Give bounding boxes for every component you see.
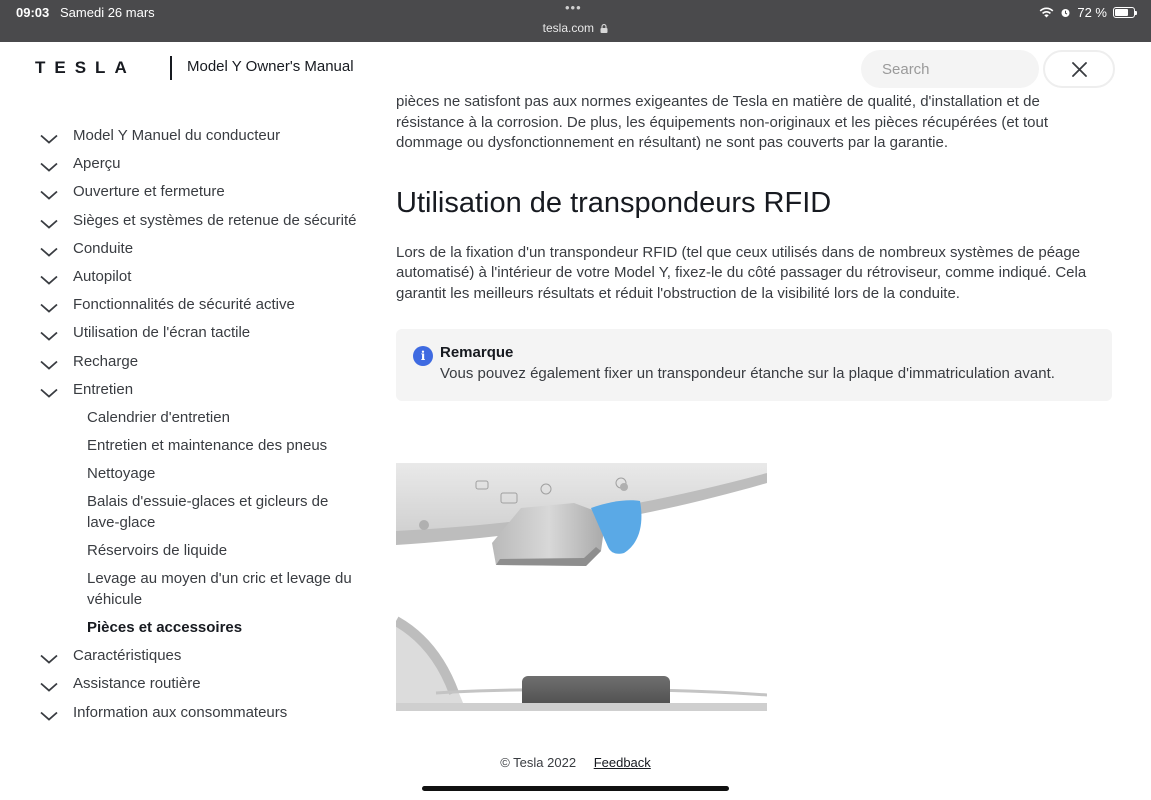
mirror-illustration-svg — [396, 463, 767, 711]
sidebar-item-label: Information aux consommateurs — [73, 703, 288, 721]
sidebar-item-ouverture[interactable] — [40, 182, 360, 203]
chevron-down-icon — [40, 678, 58, 699]
sidebar-nav — [40, 126, 360, 731]
sidebar-item-label: Model Y Manuel du conducteur — [73, 127, 281, 144]
sidebar-item-consommateurs[interactable] — [40, 703, 360, 724]
sidebar-subitem-pieces-active[interactable]: Pièces et accessoires — [87, 619, 243, 636]
status-date: Samedi 26 mars — [60, 5, 155, 20]
status-right-group — [1039, 5, 1135, 20]
tab-overview-dots-icon[interactable]: ••• — [565, 0, 582, 15]
sidebar-subitem-essuie-glaces[interactable]: Balais d'essuie-glaces et gicleurs de lave-glace — [87, 493, 329, 531]
chevron-down-icon — [40, 186, 58, 207]
chevron-down-icon — [40, 130, 58, 151]
chevron-down-icon — [40, 384, 58, 405]
sidebar-item-label: Recharge — [73, 352, 139, 370]
alarm-icon — [1060, 7, 1071, 18]
chevron-down-icon — [40, 707, 58, 728]
lock-icon — [600, 24, 608, 33]
sidebar-item-apercu[interactable] — [40, 154, 360, 175]
sidebar-item-assistance[interactable] — [40, 674, 360, 695]
sidebar-item-ecran-tactile[interactable] — [40, 323, 360, 344]
search-input[interactable] — [861, 50, 1039, 88]
chevron-down-icon — [40, 327, 58, 348]
body-paragraph: Lors de la fixation d'un transpondeur RFID (tel que ceux utilisés dans de nombreux systèmes de péage automatisé) à l'intérieur de votre Model Y, fixez-le du côté passager du rétroviseur, comme indiqué. Cela garantit les meilleurs résultats et réduit l'obstruction de la visibilité lors de la conduite. — [396, 243, 1087, 302]
sidebar-item-securite-active[interactable] — [40, 295, 360, 316]
battery-percent: 72 % — [1077, 5, 1107, 20]
main-content — [396, 94, 1112, 734]
close-button[interactable] — [1043, 50, 1115, 88]
rfid-transponder-illustration — [396, 463, 767, 711]
url-text: tesla.com — [542, 21, 594, 35]
address-bar[interactable] — [0, 21, 1151, 35]
sidebar-subitem-calendrier[interactable]: Calendrier d'entretien — [87, 408, 230, 426]
chevron-down-icon — [40, 271, 58, 292]
sidebar-item-label: Assistance routière — [73, 675, 201, 693]
site-header — [0, 42, 1151, 94]
header-divider — [170, 56, 172, 80]
sidebar-item-manuel[interactable] — [40, 126, 360, 147]
note-title: Remarque — [440, 344, 514, 361]
sidebar-item-label: Sièges et systèmes de retenue de sécurité — [73, 211, 357, 229]
info-icon: i — [413, 346, 433, 366]
wifi-icon — [1039, 7, 1054, 18]
sidebar-item-label: Utilisation de l'écran tactile — [73, 324, 251, 342]
sidebar-item-label: Ouverture et fermeture — [73, 183, 225, 201]
ios-status-bar — [0, 0, 1151, 42]
section-heading: Utilisation de transpondeurs RFID — [396, 186, 832, 219]
status-time: 09:03 — [16, 5, 50, 20]
feedback-link[interactable]: Feedback — [593, 755, 651, 770]
battery-icon — [1113, 7, 1135, 18]
chevron-down-icon — [40, 158, 58, 179]
chevron-down-icon — [40, 356, 58, 377]
sidebar-item-label: Caractéristiques — [73, 647, 182, 665]
sidebar-item-label: Autopilot — [73, 267, 132, 285]
home-indicator[interactable] — [422, 786, 729, 791]
chevron-down-icon — [40, 650, 58, 671]
close-icon — [1072, 62, 1087, 77]
chevron-down-icon — [40, 243, 58, 264]
chevron-down-icon — [40, 299, 58, 320]
sidebar-subitem-reservoirs[interactable]: Réservoirs de liquide — [87, 542, 228, 560]
sidebar-item-conduite[interactable] — [40, 239, 360, 260]
sidebar-item-sieges[interactable] — [40, 211, 360, 232]
intro-paragraph: pièces ne satisfont pas aux normes exigeantes de Tesla en matière de qualité, d'installation et de résistance à la corrosion. De plus, les équipements non-originaux et les pièces récupérées (et tout dommage ou dysfonctionnement en résultant) ne sont pas couverts par la garantie. — [396, 94, 1049, 151]
note-text: Vous pouvez également fixer un transpondeur étanche sur la plaque d'immatriculation avant. — [440, 364, 1055, 382]
tesla-logo[interactable]: TESLA — [35, 58, 136, 77]
sidebar-subitem-pneus[interactable]: Entretien et maintenance des pneus — [87, 437, 328, 455]
sidebar-item-label: Conduite — [73, 239, 134, 257]
sidebar-item-label: Aperçu — [73, 155, 121, 173]
sidebar-subitem-levage[interactable]: Levage au moyen d'un cric et levage du véhicule — [87, 570, 352, 608]
chevron-down-icon — [40, 215, 58, 236]
sidebar-item-recharge[interactable] — [40, 352, 360, 373]
sidebar-subitem-nettoyage[interactable]: Nettoyage — [87, 465, 156, 483]
sidebar-item-label: Fonctionnalités de sécurité active — [73, 296, 295, 314]
copyright-text: © Tesla 2022 — [500, 755, 577, 770]
sidebar-item-entretien[interactable] — [40, 380, 360, 401]
note-callout — [396, 329, 1112, 401]
sidebar-item-label: Entretien — [73, 380, 134, 398]
page-footer — [0, 755, 1151, 770]
manual-title[interactable]: Model Y Owner's Manual — [187, 58, 354, 75]
sidebar-item-caracteristiques[interactable] — [40, 646, 360, 667]
sidebar-item-autopilot[interactable] — [40, 267, 360, 288]
